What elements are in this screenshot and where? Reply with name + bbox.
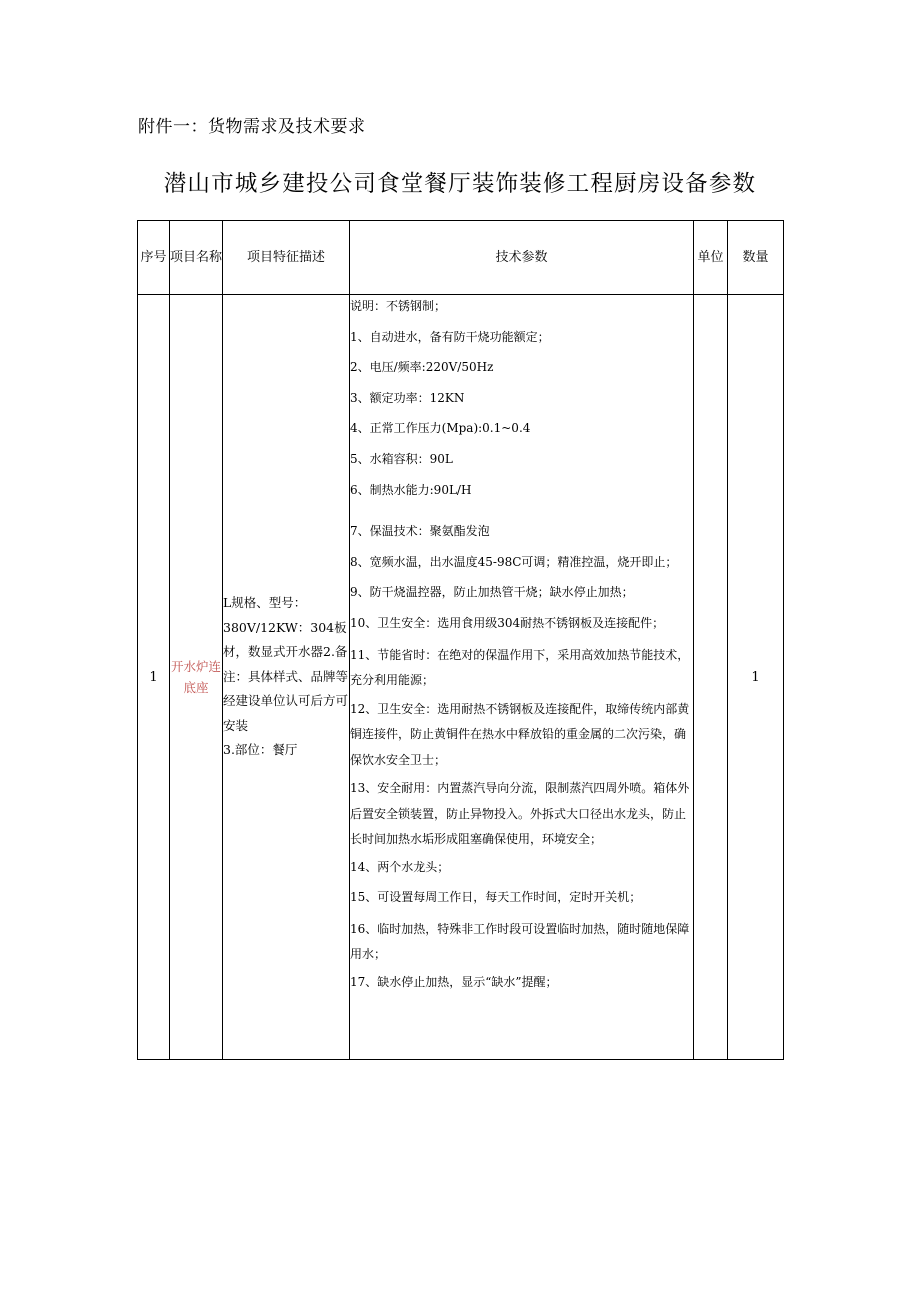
table-header-row — [138, 221, 784, 295]
document-title: 潜山市城乡建投公司食堂餐厅装饰装修工程厨房设备参数 — [163, 171, 757, 197]
param-line: 5、水箱容积：90L — [350, 451, 453, 466]
param-line: 11、节能省时：在绝对的保温作用下，采用高效加热节能技术，充分利用能源； — [350, 647, 690, 688]
table-row — [138, 295, 784, 1060]
param-line: 6、制热水能力:90L/H — [350, 482, 472, 497]
param-line: 12、卫生安全：选用耐热不锈钢板及连接配件，取缔传统内部黄铜连接件，防止黄铜件在热水中释放铅的重金属的二次污染，确保饮水安全卫士； — [350, 701, 690, 767]
row-seq: 1 — [138, 295, 170, 1060]
param-line: 3、额定功率：12KN — [350, 390, 465, 405]
row-item-name: 开水炉连底座 — [170, 295, 223, 1060]
param-line: 13、安全耐用：内置蒸汽导向分流，限制蒸汽四周外喷。箱体外后置安全锁装置，防止异物投入。外拆式大口径出水龙头，防止长时间加热水垢形成阻塞确保使用，环境安全； — [350, 781, 690, 847]
header-desc: 项目特征描述 — [223, 221, 350, 295]
param-line: 14、两个水龙头； — [350, 859, 450, 874]
header-params: 技术参数 — [350, 221, 694, 295]
row-qty: 1 — [728, 295, 784, 1060]
row-description — [223, 295, 350, 1060]
param-line: 17、缺水停止加热，显示“缺水”提醒； — [350, 974, 558, 989]
param-line: 15、可设置每周工作日，每天工作时间，定时开关机； — [350, 890, 642, 905]
attachment-heading: 附件一：货物需求及技术要求 — [138, 117, 366, 137]
param-line: 8、宽频水温，出水温度45-98C可调；精准控温，烧开即止； — [350, 554, 678, 569]
header-seq: 序号 — [138, 221, 170, 295]
param-line: 2、电压/频率:220V/50Hz — [350, 360, 494, 375]
header-unit: 单位 — [694, 221, 728, 295]
param-line: 7、保温技术：聚氨酯发泡 — [350, 524, 490, 539]
row-description-text: L规格、型号：380V/12KW：304板材，数显式开水器2.备注：具体样式、品牌等经建设单位认可后方可安装 3.部位：餐厅 — [223, 595, 349, 758]
header-qty: 数量 — [728, 221, 784, 295]
param-line: 9、防干烧温控器，防止加热管干烧；缺水停止加热； — [350, 585, 634, 600]
param-line: 10、卫生安全：选用食用级304耐热不锈钢板及连接配件； — [350, 615, 665, 630]
param-line: 1、自动进水，备有防干烧功能额定； — [350, 329, 550, 344]
header-name: 项目名称 — [170, 221, 223, 295]
param-line: 16、临时加热，特殊非工作时段可设置临时加热，随时随地保障用水； — [350, 921, 690, 962]
row-unit — [694, 295, 728, 1060]
param-line: 说明：不锈钢制； — [350, 299, 447, 313]
param-line: 4、正常工作压力(Mpa):0.1~0.4 — [350, 421, 531, 436]
row-parameters — [350, 295, 694, 1060]
equipment-spec-table — [137, 220, 784, 1060]
